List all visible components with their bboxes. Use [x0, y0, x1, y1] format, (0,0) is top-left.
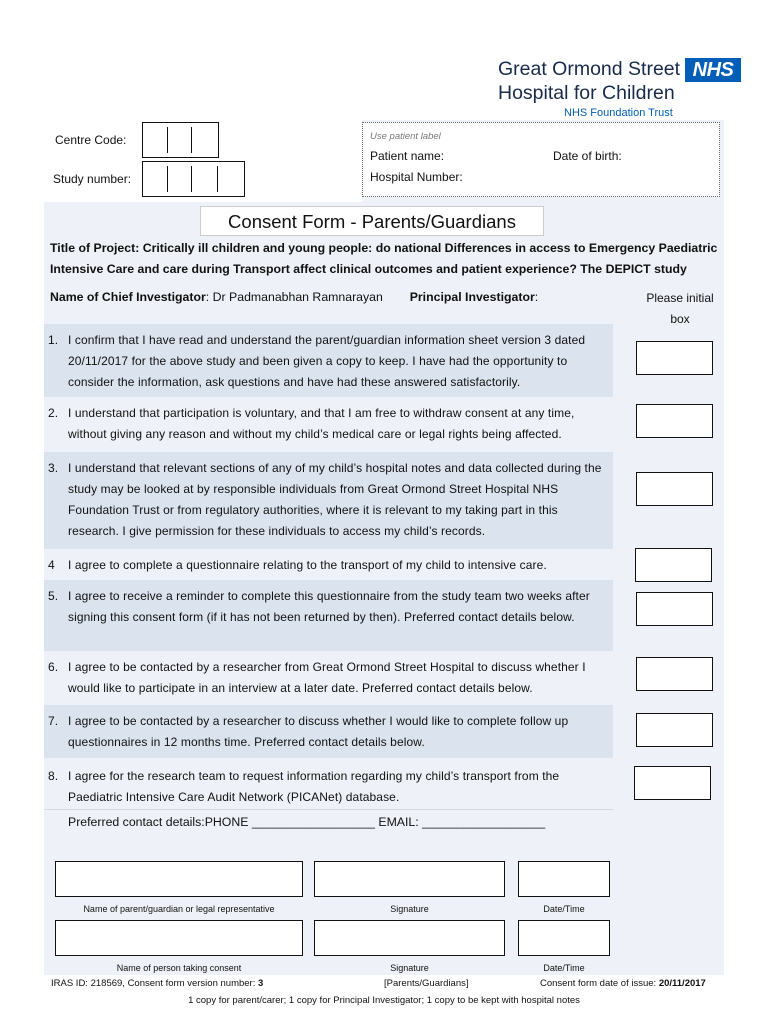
- nhs-logo: NHS: [685, 58, 741, 82]
- project-title-label: Title of Project: [50, 241, 136, 255]
- item-text: I understand that relevant sections of any of my child’s hospital notes and data collected during the study may be looked at by responsible individuals from Great Ormond Street Hospital NHS Foundation Trust or from regulatory authorities, where it is relevant to my taking part in this research. I give permission for these individuals to access my child’s records.: [68, 461, 602, 538]
- preferred-contact-line[interactable]: Preferred contact details:PHONE __________________ EMAIL: __________________: [68, 815, 546, 829]
- initial-box-2[interactable]: [636, 404, 713, 438]
- hospital-number-label: Hospital Number:: [370, 170, 463, 184]
- chief-investigator-label: Name of Chief Investigator: [50, 290, 206, 304]
- initial-box-4[interactable]: [635, 548, 712, 582]
- consent-item-7: [44, 705, 613, 758]
- item-text: I confirm that I have read and understand the parent/guardian information sheet version 3 dated 20/11/2017 for the above study and been given a copy to keep. I have had the opportunity to consider the information, ask questions and have had these answered satisfactorily.: [68, 333, 586, 389]
- logo-line-2: Hospital for Children: [498, 82, 675, 104]
- item-text: I agree for the research team to request information regarding my child’s transport from the Paediatric Intensive Care Audit Network (PICANet) database.: [68, 769, 560, 804]
- study-number-label: Study number:: [53, 172, 132, 186]
- item-text: I agree to be contacted by a researcher to discuss whether I would like to complete follow up questionnaires in 12 months time. Preferred contact details below.: [68, 714, 569, 749]
- initial-box-6[interactable]: [636, 657, 713, 691]
- centre-code-label: Centre Code:: [55, 133, 127, 147]
- principal-investigator-label: Principal Investigator: [409, 290, 535, 304]
- patient-name-label: Patient name:: [370, 149, 445, 163]
- footer-iras: [51, 978, 263, 989]
- consenter-signature-field[interactable]: [314, 920, 505, 956]
- initial-box-8[interactable]: [634, 766, 711, 800]
- gosh-logo: [498, 58, 748, 123]
- study-number-field[interactable]: [142, 161, 245, 197]
- consent-item-4: [44, 549, 613, 579]
- item-number: 2.: [48, 406, 59, 420]
- footer-form-type: [Parents/Guardians]: [384, 978, 469, 989]
- consent-item-5: [44, 580, 613, 651]
- patient-label-area[interactable]: [362, 122, 720, 197]
- item-text: I agree to complete a questionnaire relating to the transport of my child to intensive care.: [68, 558, 547, 572]
- initial-box-header: Please initial box: [646, 291, 714, 326]
- parent-date-field[interactable]: [518, 861, 610, 897]
- project-title-text: : Critically ill children and young people: do national Differences in access to Emergency Paediatric Intensive Care and care during Transport affect clinical outcomes and patient experience? The DEPICT study: [50, 241, 718, 276]
- project-title: [50, 238, 720, 280]
- logo-line-1: Great Ormond Street: [498, 58, 681, 80]
- footer-issue-label: Consent form date of issue:: [540, 978, 659, 989]
- consent-item-6: [44, 651, 613, 703]
- centre-code-field[interactable]: [142, 122, 219, 158]
- initial-box-7[interactable]: [636, 713, 713, 747]
- consent-item-3: [44, 452, 613, 549]
- parent-signature-label: Signature: [390, 904, 429, 914]
- consenter-name-field[interactable]: [55, 920, 303, 956]
- item-number: 7.: [48, 714, 59, 728]
- logo-trust: NHS Foundation Trust: [564, 107, 673, 119]
- consenter-name-label: Name of person taking consent: [116, 963, 242, 973]
- parent-name-label: Name of parent/guardian or legal representative: [83, 904, 275, 914]
- use-patient-label: Use patient label: [370, 131, 441, 142]
- footer-issue: [540, 978, 706, 989]
- item-text: I agree to receive a reminder to complete this questionnaire from the study team two weeks after signing this consent form (if it has not been returned by then). Preferred contact details below.: [68, 589, 590, 624]
- consenter-signature-label: Signature: [390, 963, 429, 973]
- item-number: 8.: [48, 769, 59, 783]
- item-number: 3.: [48, 461, 59, 475]
- item-text: I agree to be contacted by a researcher from Great Ormond Street Hospital to discuss whether I would like to participate in an interview at a later date. Preferred contact details below.: [68, 660, 586, 695]
- parent-date-label: Date/Time: [543, 904, 585, 914]
- footer-iras-label: IRAS ID: 218569, Consent form version number:: [51, 978, 258, 989]
- code-area: [44, 120, 362, 202]
- consenter-date-field[interactable]: [518, 920, 610, 956]
- item-text: I understand that participation is voluntary, and that I am free to withdraw consent at any time, without giving any reason and without my child’s medical care or legal rights being affected.: [68, 406, 575, 441]
- parent-name-field[interactable]: [55, 861, 303, 897]
- parent-signature-field[interactable]: [314, 861, 505, 897]
- item-number: 4: [48, 558, 55, 572]
- item-number: 6.: [48, 660, 59, 674]
- footer-issue-date: 20/11/2017: [658, 978, 706, 989]
- initial-box-3[interactable]: [636, 472, 713, 506]
- item-number: 1.: [48, 333, 59, 347]
- consent-item-8: [44, 760, 613, 810]
- initial-box-1[interactable]: [636, 341, 713, 375]
- initial-box-5[interactable]: [636, 592, 713, 626]
- consent-item-2: [44, 397, 613, 449]
- dob-label: Date of birth:: [553, 149, 622, 163]
- form-title: Consent Form - Parents/Guardians: [200, 206, 544, 236]
- consent-item-1: [44, 324, 613, 397]
- chief-investigator-value: : Dr Padmanabhan Ramnarayan: [205, 290, 383, 304]
- principal-investigator-value: :: [534, 290, 539, 304]
- footer-version: 3: [258, 978, 264, 989]
- footer-copies: 1 copy for parent/carer; 1 copy for Principal Investigator; 1 copy to be kept with hospital notes: [188, 995, 580, 1006]
- item-number: 5.: [48, 589, 59, 603]
- consenter-date-label: Date/Time: [543, 963, 585, 973]
- investigators: [50, 290, 538, 304]
